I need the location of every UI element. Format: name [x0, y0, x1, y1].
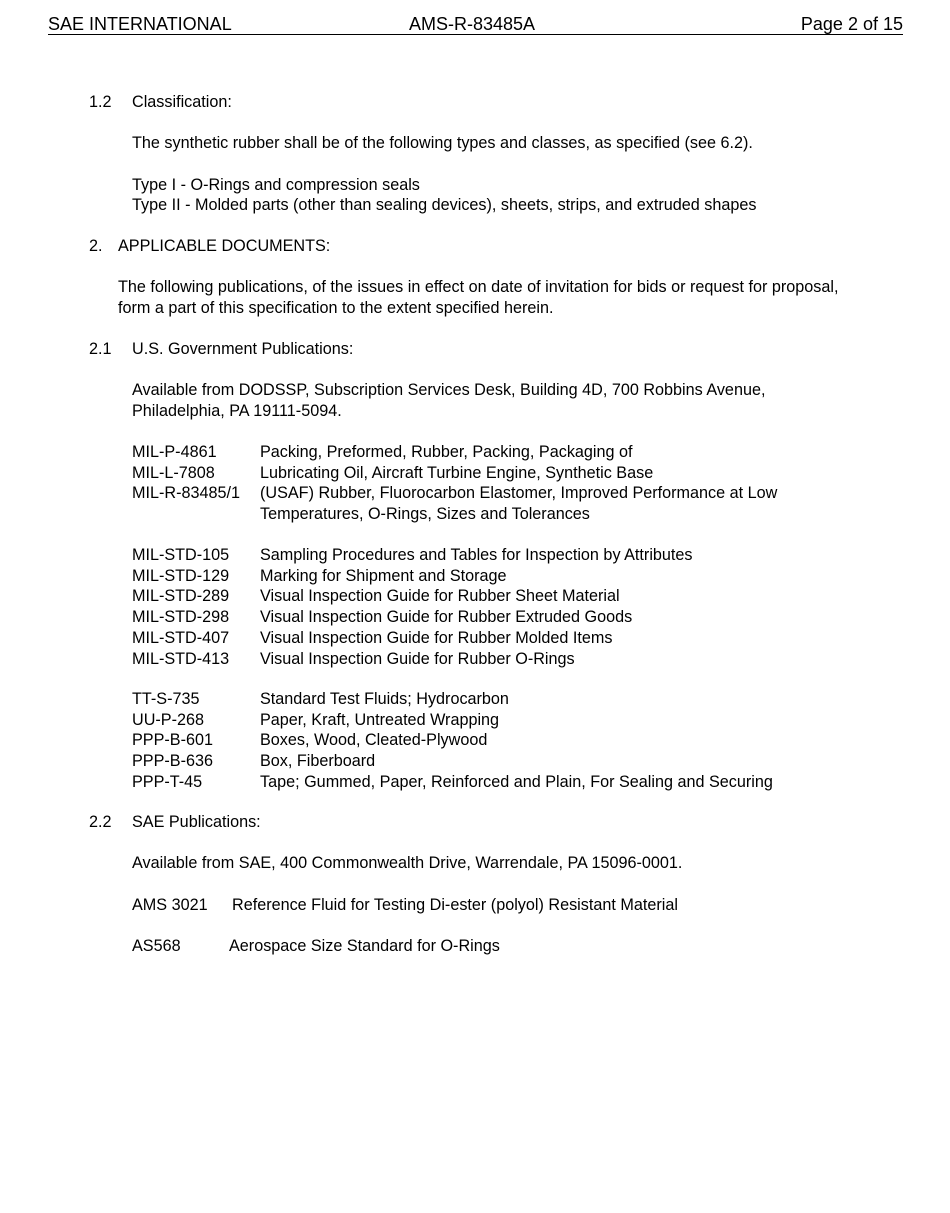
section-number: 1.2	[89, 93, 112, 111]
reference-title: Boxes, Wood, Cleated-Plywood	[260, 731, 488, 750]
section-title: APPLICABLE DOCUMENTS:	[118, 237, 331, 255]
reference-code: PPP-B-636	[132, 752, 213, 771]
reference-title: Box, Fiberboard	[260, 752, 376, 771]
header-org: SAE INTERNATIONAL	[48, 14, 232, 34]
reference-title: Tape; Gummed, Paper, Reinforced and Plain, For Sealing and Securing	[260, 772, 773, 791]
reference-title-continued: Temperatures, O-Rings, Sizes and Tolerances	[260, 505, 590, 524]
reference-code: AMS 3021	[132, 896, 208, 914]
reference-code: TT-S-735	[132, 690, 200, 708]
section-number: 2.	[89, 237, 103, 255]
reference-code: UU-P-268	[132, 710, 204, 729]
reference-title: Aerospace Size Standard for O-Rings	[229, 937, 500, 955]
reference-code: MIL-STD-129	[132, 566, 230, 585]
reference-title: Sampling Procedures and Tables for Inspection by Attributes	[260, 546, 693, 564]
reference-code: PPP-T-45	[132, 772, 203, 791]
reference-code: MIL-STD-289	[132, 587, 230, 606]
reference-title: Packing, Preformed, Rubber, Packing, Packaging of	[260, 443, 633, 461]
reference-title: Standard Test Fluids; Hydrocarbon	[260, 690, 509, 708]
type-item: Type I - O-Rings and compression seals	[132, 176, 420, 194]
page-header	[48, 12, 903, 35]
reference-code: MIL-L-7808	[132, 463, 215, 482]
reference-code: MIL-STD-413	[132, 649, 230, 668]
reference-code: MIL-STD-298	[132, 608, 230, 627]
reference-code: AS568	[132, 937, 181, 955]
reference-code: PPP-B-601	[132, 731, 213, 750]
header-doc-id: AMS-R-83485A	[409, 14, 536, 34]
paragraph-line: The following publications, of the issues in effect on date of invitation for bids or request for proposal,	[118, 278, 839, 296]
reference-title: (USAF) Rubber, Fluorocarbon Elastomer, Improved Performance at Low	[260, 484, 778, 503]
reference-title: Visual Inspection Guide for Rubber O-Rings	[260, 649, 575, 668]
reference-code: MIL-R-83485/1	[132, 484, 240, 503]
section-number: 2.2	[89, 813, 112, 831]
reference-title: Reference Fluid for Testing Di-ester (polyol) Resistant Material	[232, 896, 678, 914]
reference-code: MIL-STD-407	[132, 628, 230, 647]
reference-title: Marking for Shipment and Storage	[260, 566, 507, 585]
section-number: 2.1	[89, 340, 112, 358]
reference-title: Visual Inspection Guide for Rubber Molded Items	[260, 628, 613, 647]
reference-code: MIL-STD-105	[132, 546, 230, 564]
reference-code: MIL-P-4861	[132, 443, 217, 461]
reference-title: Visual Inspection Guide for Rubber Extruded Goods	[260, 608, 633, 627]
reference-title: Paper, Kraft, Untreated Wrapping	[260, 710, 500, 729]
reference-title: Lubricating Oil, Aircraft Turbine Engine, Synthetic Base	[260, 463, 654, 482]
section-title: U.S. Government Publications:	[132, 340, 354, 358]
section-title: Classification:	[132, 93, 232, 111]
header-page-number: Page 2 of 15	[800, 14, 903, 34]
paragraph: Available from SAE, 400 Commonwealth Drive, Warrendale, PA 15096-0001.	[132, 854, 683, 872]
paragraph: The synthetic rubber shall be of the following types and classes, as specified (see 6.2).	[132, 134, 753, 152]
reference-title: Visual Inspection Guide for Rubber Sheet Material	[260, 587, 620, 606]
type-item: Type II - Molded parts (other than sealing devices), sheets, strips, and extruded shapes	[132, 196, 757, 214]
paragraph-line: Available from DODSSP, Subscription Services Desk, Building 4D, 700 Robbins Avenue,	[132, 381, 766, 399]
paragraph-line: Philadelphia, PA 19111-5094.	[132, 402, 342, 420]
paragraph-line: form a part of this specification to the extent specified herein.	[118, 299, 554, 317]
section-title: SAE Publications:	[132, 813, 261, 831]
